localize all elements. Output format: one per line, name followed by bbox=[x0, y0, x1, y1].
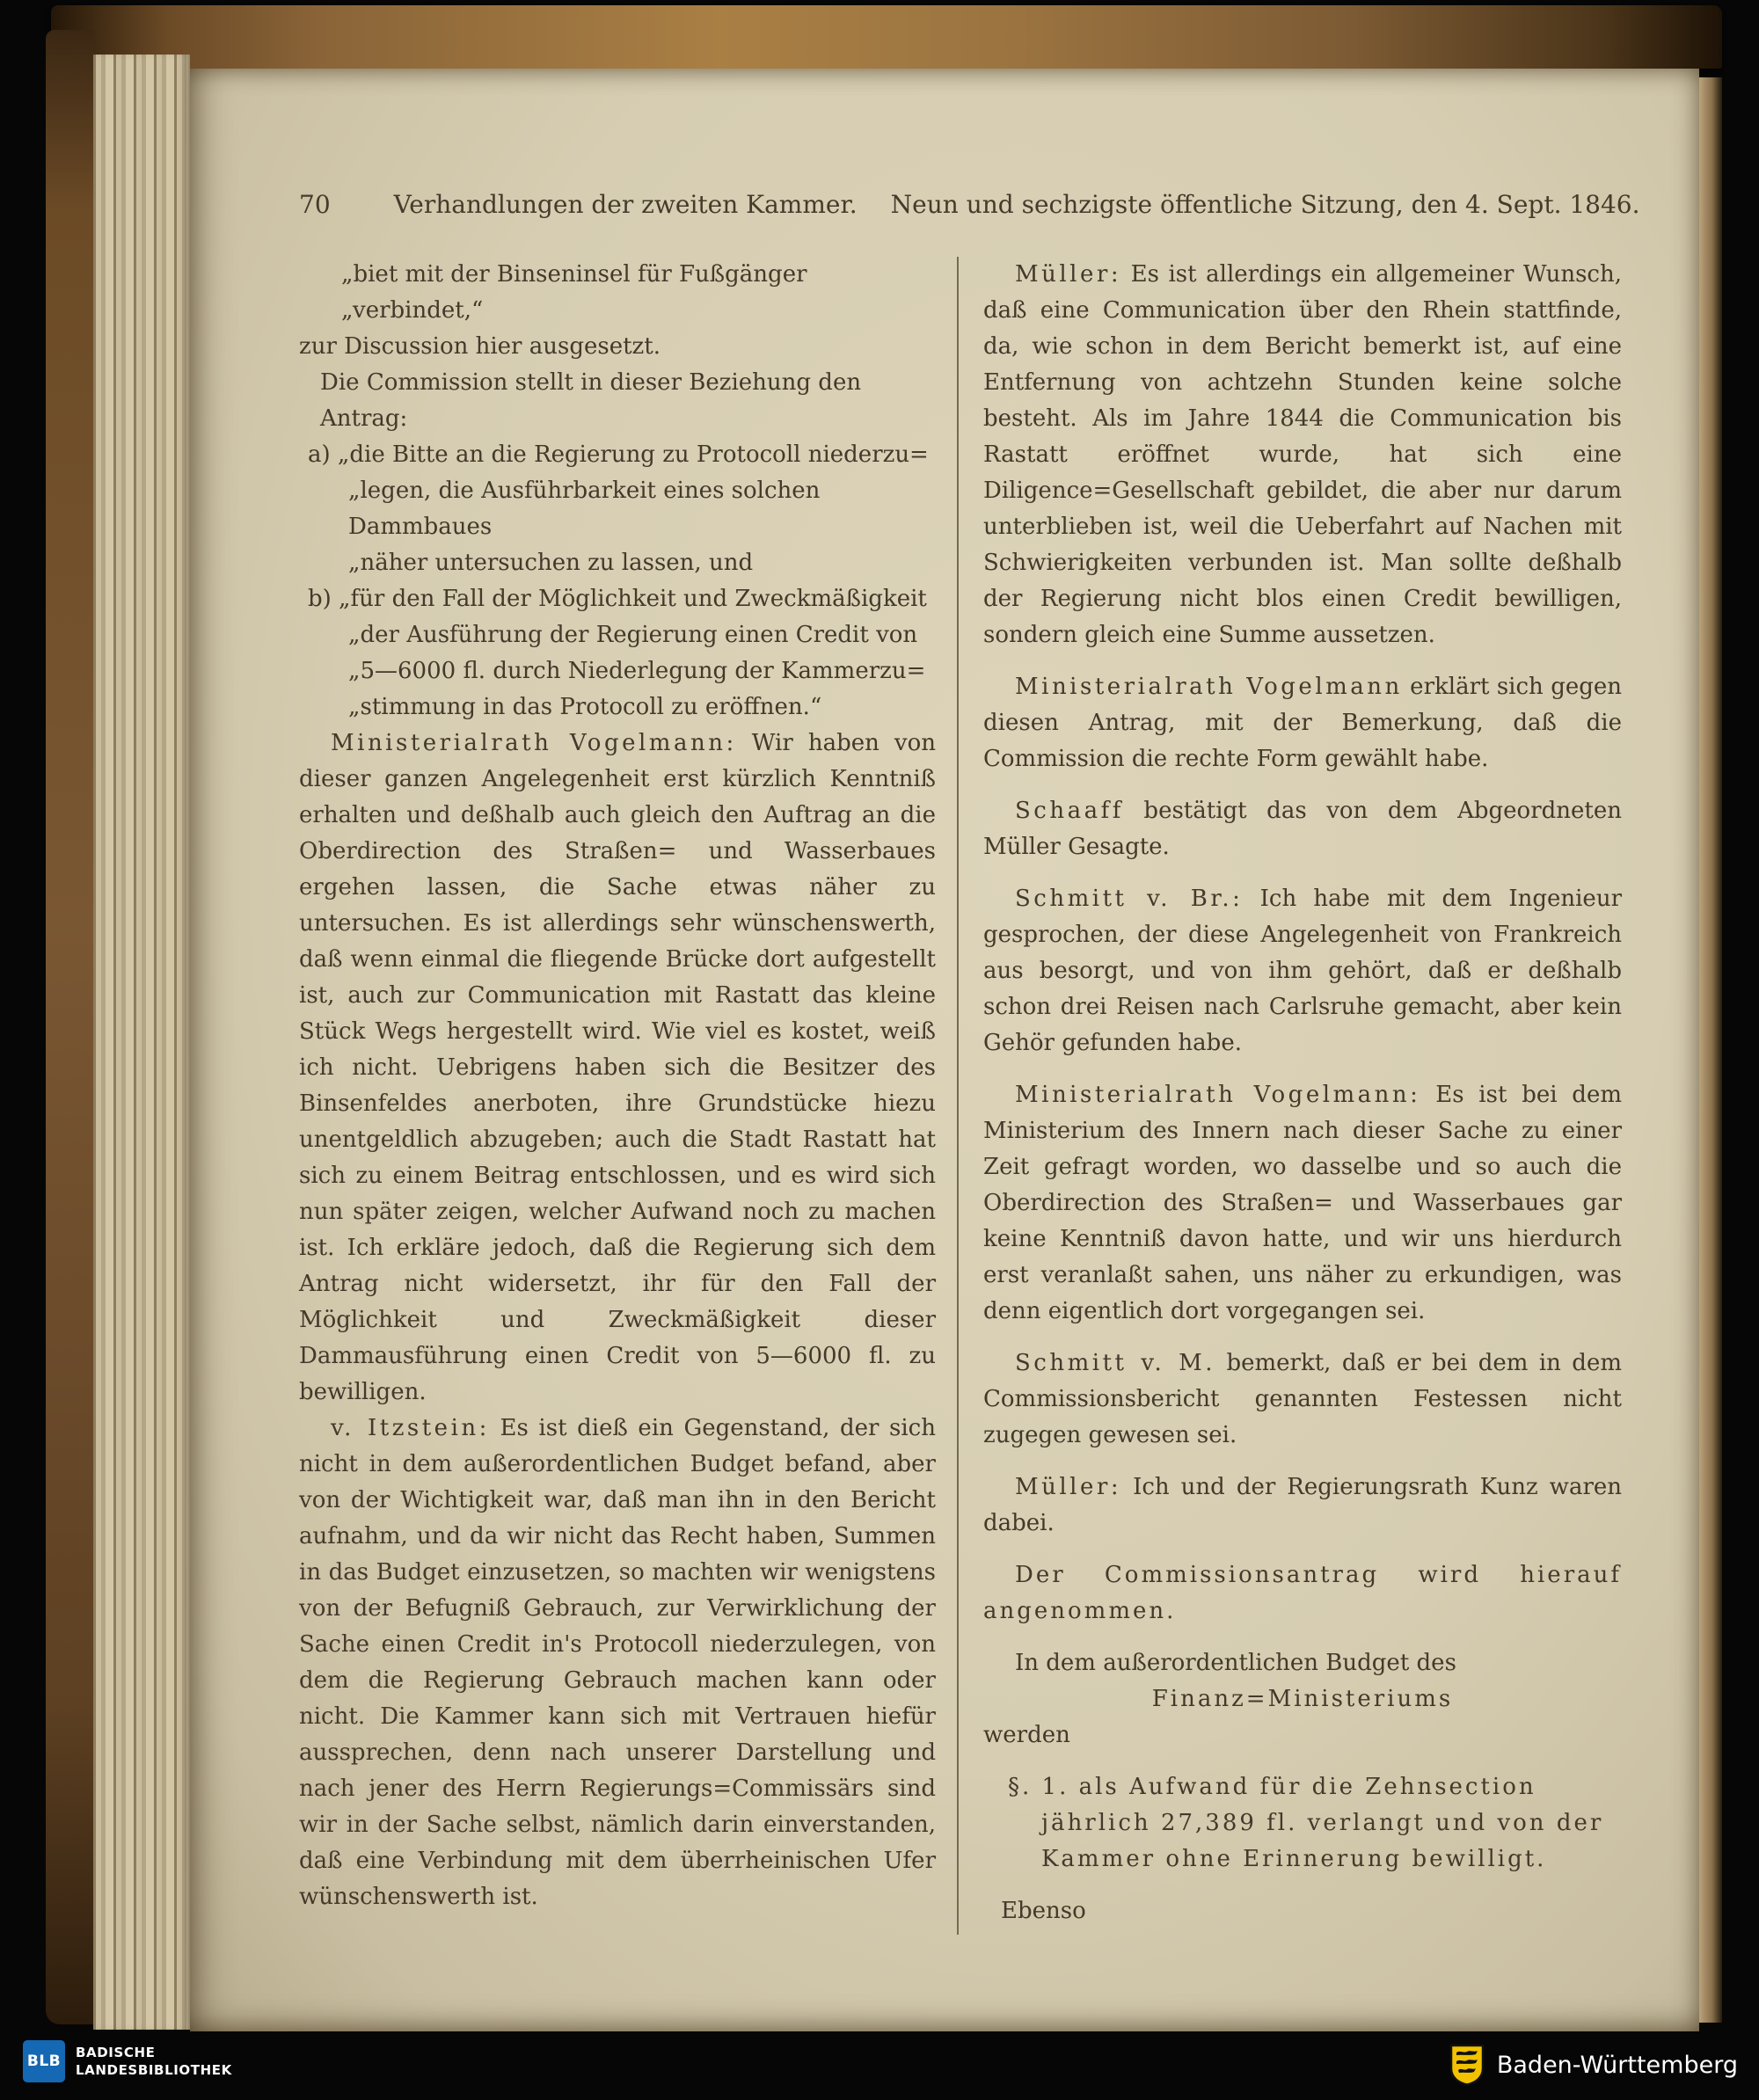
speaker-name: Schmitt v. Br.: bbox=[1015, 886, 1244, 912]
column-right bbox=[959, 257, 1622, 1935]
page-stack-edges bbox=[93, 55, 190, 2030]
paragraph: Müller: Ich und der Regierungsrath Kunz waren dabei. bbox=[983, 1474, 1622, 1536]
blb-badge bbox=[23, 2040, 65, 2082]
library-name-line2: LANDESBIBLIOTHEK bbox=[76, 2062, 232, 2078]
paragraph: werden bbox=[983, 1722, 1070, 1748]
speaker-name: Schaaff bbox=[1015, 798, 1124, 824]
paragraph: Ministerialrath Vogelmann erklärt sich gegen diesen Antrag, mit der Bemerkung, daß die Commission die rechte Form gewählt habe. bbox=[983, 674, 1622, 772]
book-cover-top-edge bbox=[51, 5, 1722, 69]
paragraph: Ebenso bbox=[1001, 1898, 1086, 1924]
paragraph: „der Ausführung der Regierung einen Credit von bbox=[348, 622, 918, 648]
blb-badge-label: BLB bbox=[26, 2053, 62, 2070]
paragraph: Der Commissionsantrag wird hierauf angenommen. bbox=[983, 1562, 1622, 1624]
paragraph: a) „die Bitte an die Regierung zu Protocoll niederzu= bbox=[308, 441, 929, 468]
speaker-name: Schmitt v. M. bbox=[1015, 1350, 1216, 1376]
book-page bbox=[190, 69, 1699, 2031]
state-name: Baden-Württemberg bbox=[1496, 2051, 1738, 2079]
running-title: Verhandlungen der zweiten Kammer. bbox=[393, 190, 858, 219]
column-left bbox=[299, 257, 959, 1935]
paragraph: Schaaff bestätigt das von dem Abgeordneten Müller Gesagte. bbox=[983, 798, 1622, 860]
paragraph: „verbindet,“ bbox=[341, 297, 484, 324]
session-title: Neun und sechzigste öffentliche Sitzung, den 4. Sept. 1846. bbox=[890, 190, 1640, 219]
paragraph: „stimmung in das Protocoll zu eröffnen.“ bbox=[348, 694, 822, 720]
paragraph: Ministerialrath Vogelmann: Es ist bei dem Ministerium des Innern nach dieser Sache zu einer Zeit gefragt worden, wo dasselbe und so auch die Oberdirection des Straßen= und Wasserbaues gar keine Kenntniß davon hatte, und wir uns hierdurch erst veranlaßt sahen, uns näher zu erkundigen, was denn eigentlich dort vorgegangen sei. bbox=[983, 1082, 1622, 1324]
paragraph: Müller: Es ist allerdings ein allgemeiner Wunsch, daß eine Communication über den Rhein stattfinde, da, wie schon in dem Bericht bemerkt ist, auf eine Entfernung von achtzehn Stunden keine solche besteht. Als im Jahre 1844 die Communication bis Rastatt eröffnet wurde, hat sich eine Diligence=Gesellschaft gebildet, die aber nur darum unterblieben ist, weil die Ueberfahrt auf Nachen mit Schwierigkeiten verbunden ist. Man sollte deßhalb der Regierung nicht blos einen Credit bewilligen, sondern gleich eine Summe aussetzen. bbox=[983, 261, 1622, 648]
speaker-name: Müller: bbox=[1015, 261, 1122, 288]
paragraph: Schmitt v. M. bemerkt, daß er bei dem in dem Commissionsbericht genannten Festessen nicht zugegen gewesen sei. bbox=[983, 1350, 1622, 1448]
page-header bbox=[299, 190, 1640, 219]
library-name-line1: BADISCHE bbox=[76, 2045, 156, 2060]
library-name bbox=[76, 2044, 232, 2079]
paragraph: b) „für den Fall der Möglichkeit und Zweckmäßigkeit bbox=[308, 586, 927, 612]
speaker-name: Ministerialrath Vogelmann bbox=[1015, 674, 1403, 700]
bw-logo[interactable] bbox=[1449, 2044, 1738, 2086]
viewer-footer bbox=[0, 2037, 1759, 2100]
paragraph: §. 1. als Aufwand für die Zehnsection jährlich 27,389 fl. verlangt und von der Kammer ohne Erinnerung bewilligt. bbox=[1008, 1774, 1604, 1872]
paragraph: Ministerialrath Vogelmann: Wir haben von dieser ganzen Angelegenheit erst kürzlich Kenntniß erhalten und deßhalb auch gleich den Auftrag an die Oberdirection des Straßen= und Wasserbaues ergehen lassen, die Sache etwas näher zu untersuchen. Es ist allerdings sehr wünschenswerth, daß wenn einmal die fliegende Brücke dort aufgestellt ist, auch zur Communication mit Rastatt das kleine Stück Wegs hergestellt wird. Wie viel es kostet, weiß ich nicht. Uebrigens haben sich die Besitzer des Binsenfeldes anerboten, ihre Grundstücke hiezu unentgeldlich abzugeben; auch die Stadt Rastatt hat sich zu einem Beitrag entschlossen, und es wird sich nun später zeigen, welcher Aufwand noch zu machen ist. Ich erkläre jedoch, daß die Regierung sich dem Antrag nicht widersetzt, ihr für den Fall der Möglichkeit und Zweckmäßigkeit dieser Dammausführung einen Credit von 5—6000 fl. zu bewilligen. bbox=[299, 730, 936, 1405]
paragraph: „legen, die Ausführbarkeit eines solchen Dammbaues bbox=[348, 478, 821, 540]
paragraph: Schmitt v. Br.: Ich habe mit dem Ingenieur gesprochen, der diese Angelegenheit von Frankreich aus besorgt, und von ihm gehört, daß er deßhalb schon drei Reisen nach Carlsruhe gemacht, aber kein Gehör gefunden habe. bbox=[983, 886, 1622, 1056]
page-fore-edge bbox=[1699, 77, 1722, 2023]
paragraph: „näher untersuchen zu lassen, und bbox=[348, 550, 754, 576]
speaker-name: Ministerialrath Vogelmann: bbox=[331, 730, 737, 756]
speaker-name: Ministerialrath Vogelmann: bbox=[1015, 1082, 1421, 1108]
speaker-name: Müller: bbox=[1015, 1474, 1122, 1500]
paragraph: In dem außerordentlichen Budget des bbox=[1015, 1650, 1456, 1676]
book-cover-left-edge bbox=[46, 30, 93, 2024]
text-columns bbox=[299, 257, 1624, 1935]
paragraph: Finanz=Ministeriums bbox=[1151, 1686, 1454, 1712]
speaker-name: v. Itzstein: bbox=[331, 1415, 490, 1441]
paragraph: Die Commission stellt in dieser Beziehung den Antrag: bbox=[320, 369, 862, 432]
paragraph: zur Discussion hier ausgesetzt. bbox=[299, 333, 661, 360]
blb-logo[interactable] bbox=[23, 2040, 232, 2082]
page-number: 70 bbox=[299, 190, 331, 219]
bw-coat-of-arms-icon bbox=[1449, 2044, 1485, 2086]
paragraph: „5—6000 fl. durch Niederlegung der Kammerzu= bbox=[348, 658, 926, 684]
paragraph: v. Itzstein: Es ist dieß ein Gegenstand, der sich nicht in dem außerordentlichen Budget befand, aber von der Wichtigkeit war, daß man ihn in den Bericht aufnahm, und da wir nicht das Recht haben, Summen in das Budget einzusetzen, so machten wir wenigstens von der Befugniß Gebrauch, zur Verwirklichung der Sache einen Credit in's Protocoll niederzulegen, von dem die Regierung Gebrauch machen kann oder nicht. Die Kammer kann sich mit Vertrauen hiefür aussprechen, denn nach unserer Darstellung und nach jener des Herrn Regierungs=Commissärs sind wir in der Sache selbst, nämlich darin einverstanden, daß eine Verbindung mit dem überrheinischen Ufer wünschenswerth ist. bbox=[299, 1415, 936, 1910]
paragraph: „biet mit der Binseninsel für Fußgänger bbox=[341, 261, 807, 288]
